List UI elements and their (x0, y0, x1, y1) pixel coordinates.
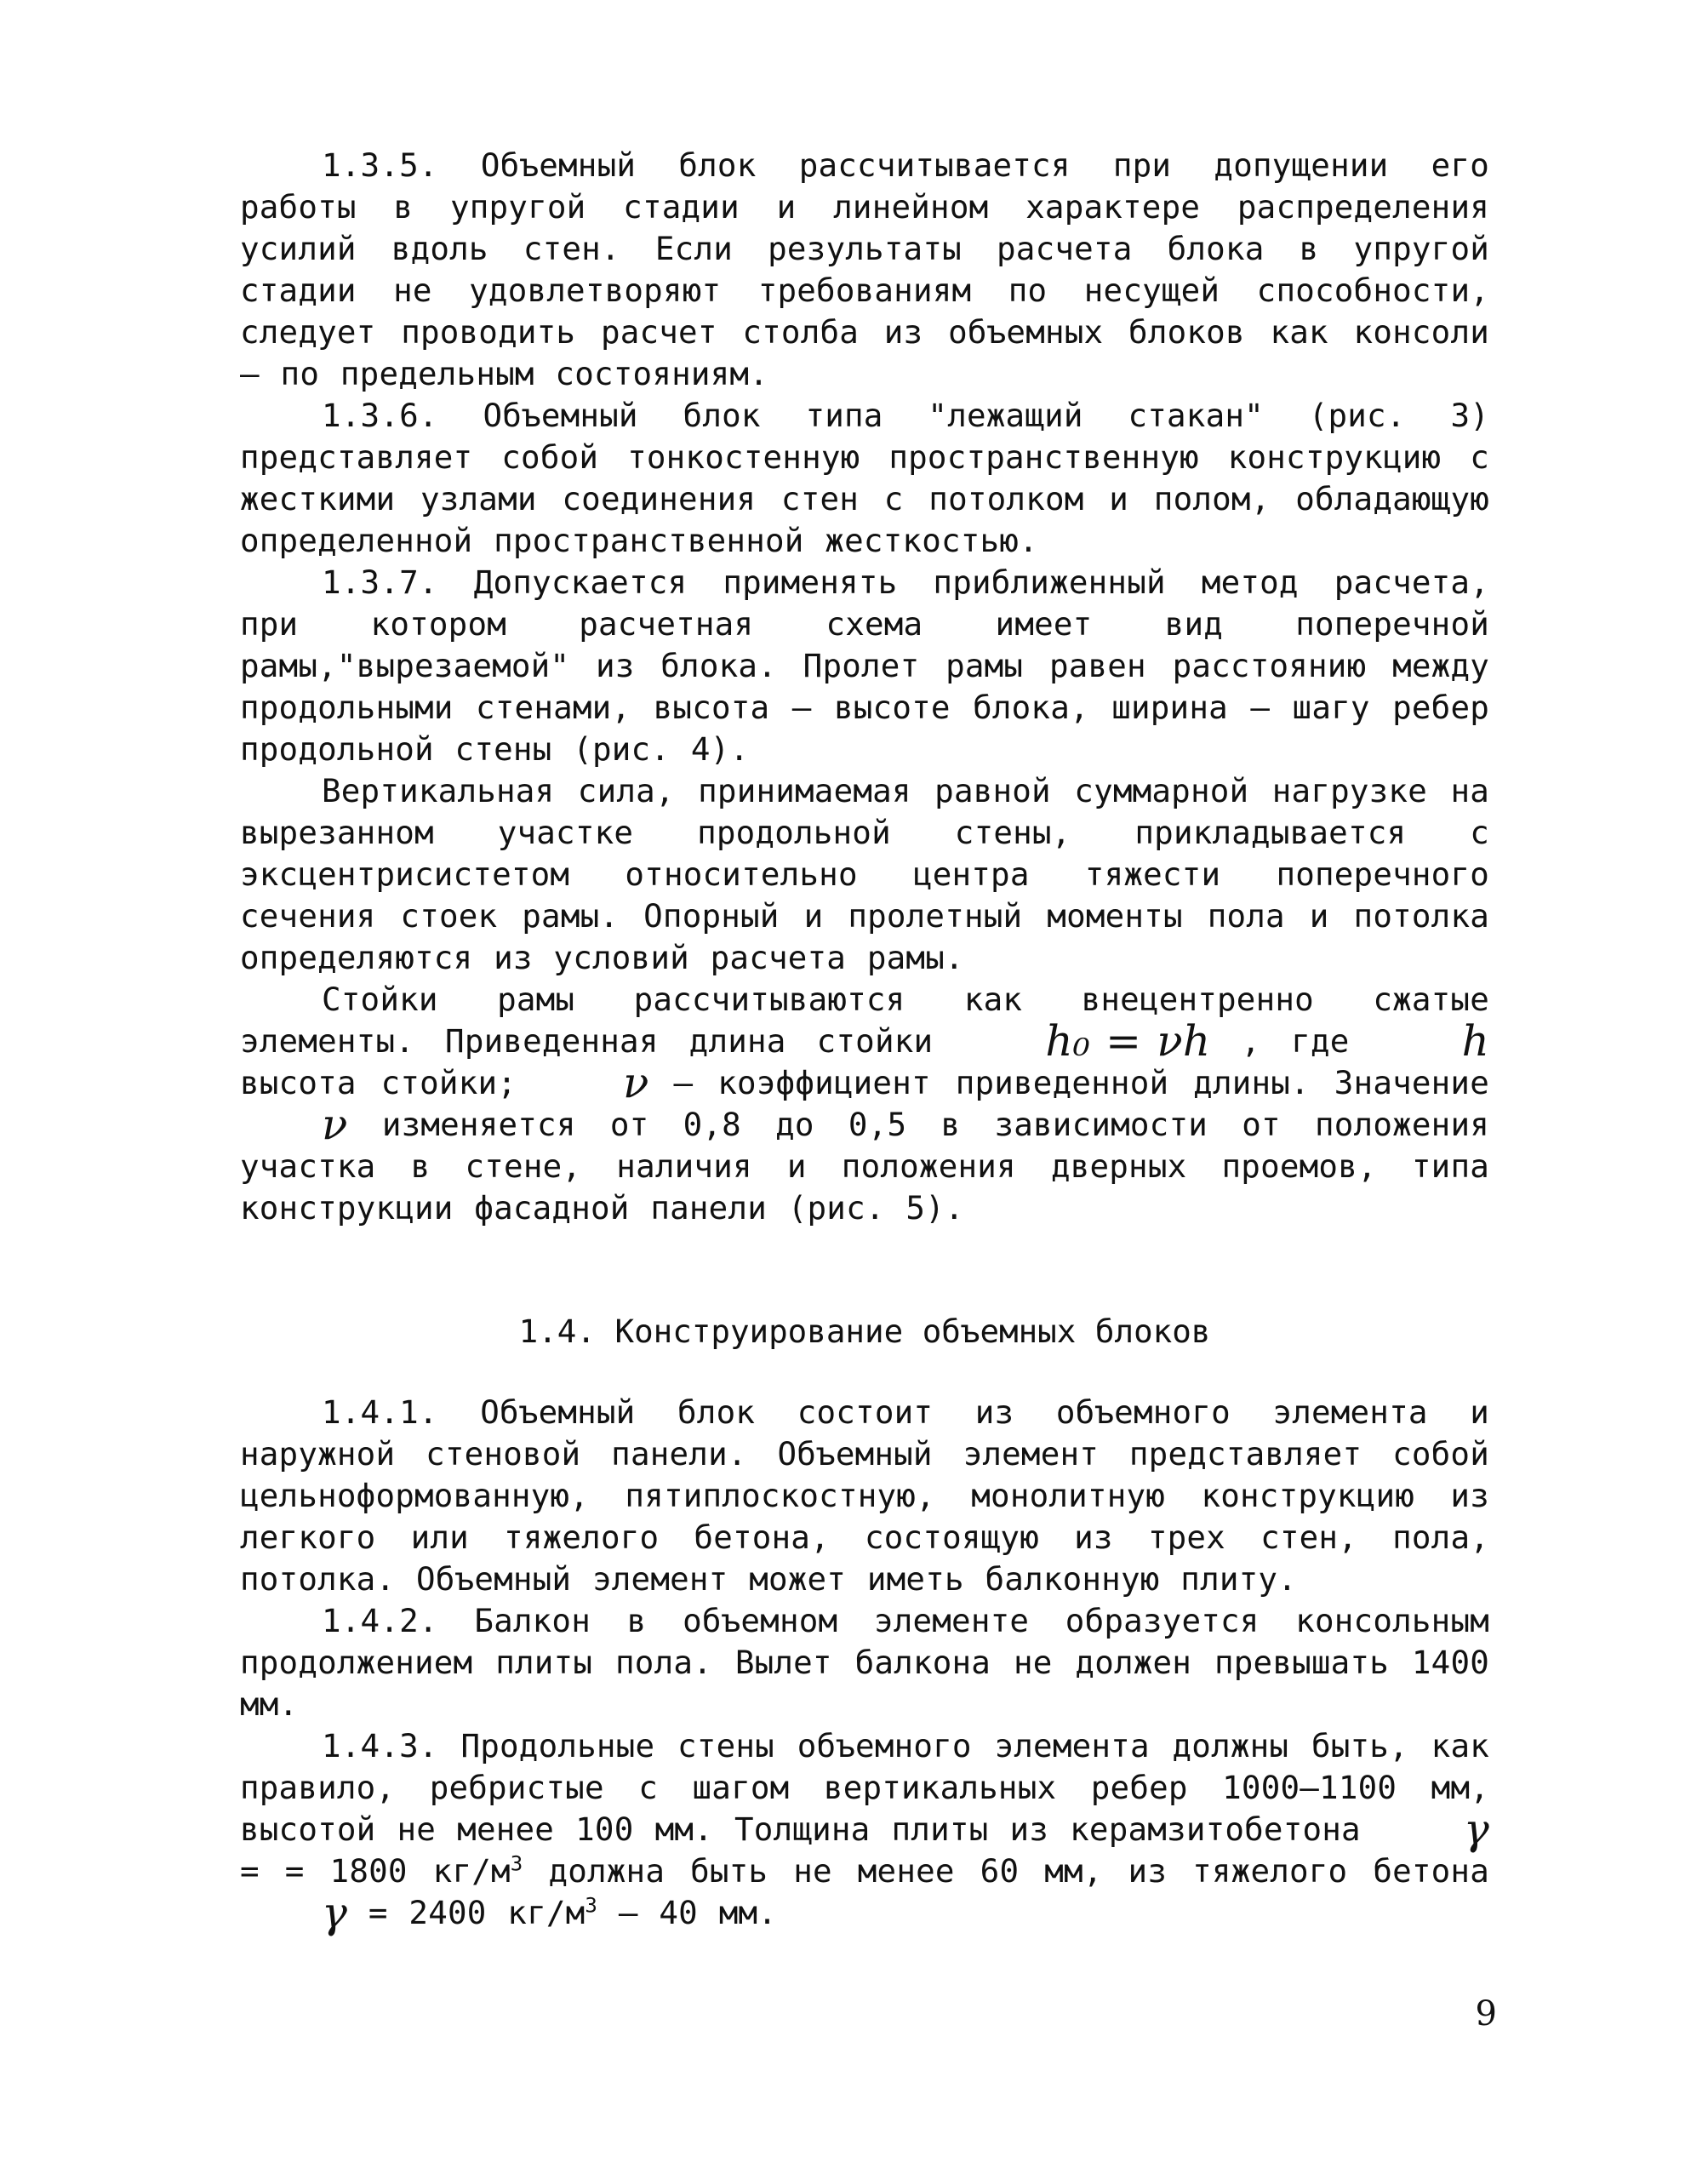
section-heading-1-4: 1.4. Конструирование объемных блоков (518, 1313, 1211, 1350)
section-1-3-text (240, 145, 1489, 1229)
paragraph-frame-posts: Стойки рамы рассчитываются как внецентренно сжатые элементы. Приведенная длина стойки h₀ = νh , где h высота стойки; ν – коэффициент приведенной длины. Значение ν изменяется от 0,8 до 0,5 в зависимости от положения участка в стене, наличия и положения дверных проемов, типа конструкции фасадной панели (рис. 5). (240, 981, 1489, 1227)
formula-nu: ν (622, 1058, 649, 1107)
formula-effective-length: h₀ = νh (1045, 1016, 1211, 1066)
formula-gamma: γ (1463, 1805, 1489, 1854)
paragraph-1-4-2: 1.4.2. Балкон в объемном элементе образуется консольным продолжением плиты пола. Вылет балкона не должен превышать 1400 мм. (240, 1602, 1489, 1723)
paragraph-vertical-force: Вертикальная сила, принимаемая равной суммарной нагрузке на вырезанном участке продольной стены, прикладывается с эксцентрисистетом относительно центра тяжести поперечного сечения стоек рамы. Опорный и пролетный моменты пола и потолка определяются из условий расчета рамы. (240, 772, 1489, 976)
paragraph-1-3-5: 1.3.5. Объемный блок рассчитывается при допущении его работы в упругой стадии и линейном характере распределения усилий вдоль стен. Если результаты расчета блока в упругой стадии не удовлетворяют требованиям по несущей способности, следует проводить расчет столба из объемных блоков как консоли – по предельным состояниям. (240, 146, 1489, 392)
paragraph-1-4-1: 1.4.1. Объемный блок состоит из объемного элемента и наружной стеновой панели. Объемный элемент представляет собой цельноформованную, пятиплоскостную, монолитную конструкцию из легкого или тяжелого бетона, состоящую из трех стен, пола, потолка. Объемный элемент может иметь балконную плиту. (240, 1393, 1489, 1598)
formula-gamma-2: γ (322, 1888, 348, 1937)
paragraph-1-3-6: 1.3.6. Объемный блок типа "лежащий стакан" (рис. 3) представляет собой тонкостенную пространственную конструкцию с жесткими узлами соединения стен с потолком и полом, обладающую определенной пространственной жесткостью. (240, 397, 1489, 559)
formula-h: h (1461, 1016, 1489, 1066)
paragraph-1-4-3: 1.4.3. Продольные стены объемного элемента должны быть, как правило, ребристые с шагом вертикальных ребер 1000–1100 мм, высотой не менее 100 мм. Толщина плиты из керамзитобетона γ = = 1800 $кг/м^3$ должна быть не менее 60 мм, из тяжелого бетона γ = 2400 $кг/м^3 - 40$ мм. (240, 1727, 1489, 1937)
formula-nu-2: ν (322, 1100, 348, 1149)
paragraph-1-3-7: 1.3.7. Допускается применять приближенный метод расчета, при котором расчетная схема имеет вид поперечной рамы,"вырезаемой" из блока. Пролет рамы равен расстоянию между продольными стенами, высота – высоте блока, ширина – шагу ребер продольной стены (рис. 4). (240, 563, 1489, 768)
page-number: 9 (1475, 1994, 1497, 2033)
section-1-4-text (240, 1392, 1489, 1937)
